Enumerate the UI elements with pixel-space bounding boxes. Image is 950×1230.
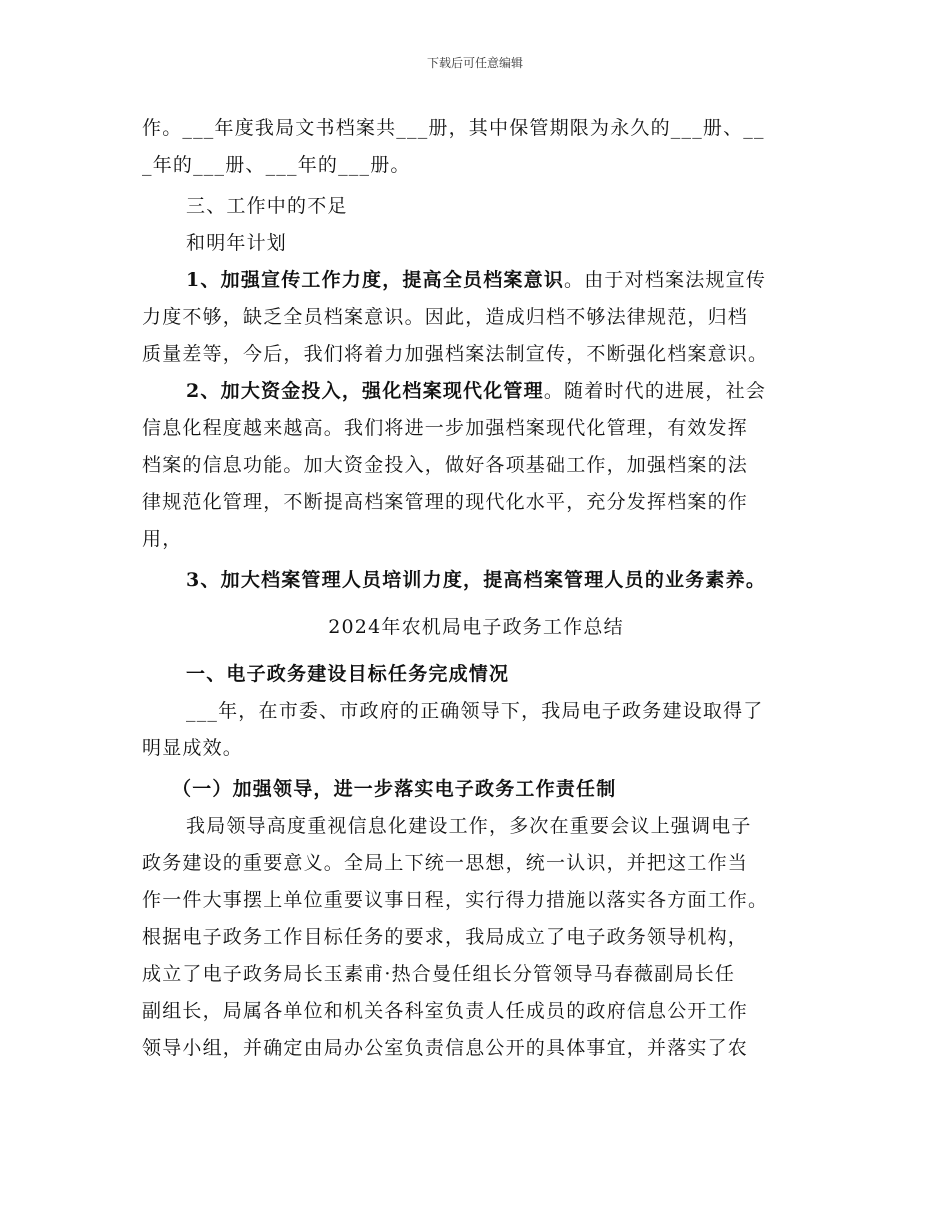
paragraph-text: 。由于对档案法规宣传 xyxy=(564,269,767,291)
paragraph-first-line xyxy=(142,262,810,299)
paragraph-first-line xyxy=(142,373,810,410)
paragraph-line: 领导小组，并确定由局办公室负责信息公开的具体事宜，并落实了农 xyxy=(142,1037,749,1059)
document-body xyxy=(142,110,810,1067)
paragraph-line: 档案的信息功能。加大资金投入，做好各项基础工作，加强档案的法 xyxy=(142,454,749,476)
paragraph-line: 政务建设的重要意义。全局上下统一思想，统一认识，并把这工作当 xyxy=(142,852,749,874)
paragraph-line: 质量差等，今后，我们将着力加强档案法制宣传，不断强化档案意识。 xyxy=(142,343,769,365)
bold-paragraph: 3、加大档案管理人员培训力度，提高档案管理人员的业务素养。 xyxy=(186,569,767,591)
page-header: 下载后可任意编辑 xyxy=(426,56,523,70)
paragraph-line: 力度不够，缺乏全员档案意识。因此，造成归档不够法律规范，归档 xyxy=(142,306,749,328)
paragraph-first-line: ___年，在市委、市政府的正确领导下，我局电子政务建设取得了 xyxy=(186,700,764,722)
paragraph-lead: 2、加大资金投入，强化档案现代化管理 xyxy=(186,380,544,402)
document-title: 2024年农机局电子政务工作总结 xyxy=(328,616,624,638)
section-heading-cont: 和明年计划 xyxy=(186,232,288,254)
paragraph-line: 作。___年度我局文书档案共___册，其中保管期限为永久的___册、__ xyxy=(142,117,765,139)
paragraph-first-line: 我局领导高度重视信息化建设工作，多次在重要会议上强调电子 xyxy=(186,815,752,837)
paragraph-line: 根据电子政务工作目标任务的要求，我局成立了电子政务领导机构， xyxy=(142,926,749,948)
section-heading: 一、电子政务建设目标任务完成情况 xyxy=(186,663,510,685)
paragraph-line: 用， xyxy=(142,528,183,550)
paragraph-lead: 1、加强宣传工作力度，提高全员档案意识 xyxy=(186,269,565,291)
paragraph-line: 明显成效。 xyxy=(142,737,244,759)
paragraph-line: 律规范化管理，不断提高档案管理的现代化水平，充分发挥档案的作 xyxy=(142,491,749,513)
paragraph-line: 副组长，局属各单位和机关各科室负责人任成员的政府信息公开工作 xyxy=(142,1000,749,1022)
paragraph-line: 信息化程度越来越高。我们将进一步加强档案现代化管理，有效发挥 xyxy=(142,417,749,439)
paragraph-line: 成立了电子政务局长玉素甫·热合曼任组长分管领导马春薇副局长任 xyxy=(142,963,736,985)
subsection-heading: （一）加强领导，进一步落实电子政务工作责任制 xyxy=(172,778,617,800)
paragraph-line: 作一件大事摆上单位重要议事日程，实行得力措施以落实各方面工作。 xyxy=(142,889,769,911)
section-heading: 三、工作中的不足 xyxy=(186,195,348,217)
paragraph-line: _年的___册、___年的___册。 xyxy=(142,154,411,176)
paragraph-text: 。随着时代的进展，社会 xyxy=(543,380,767,402)
